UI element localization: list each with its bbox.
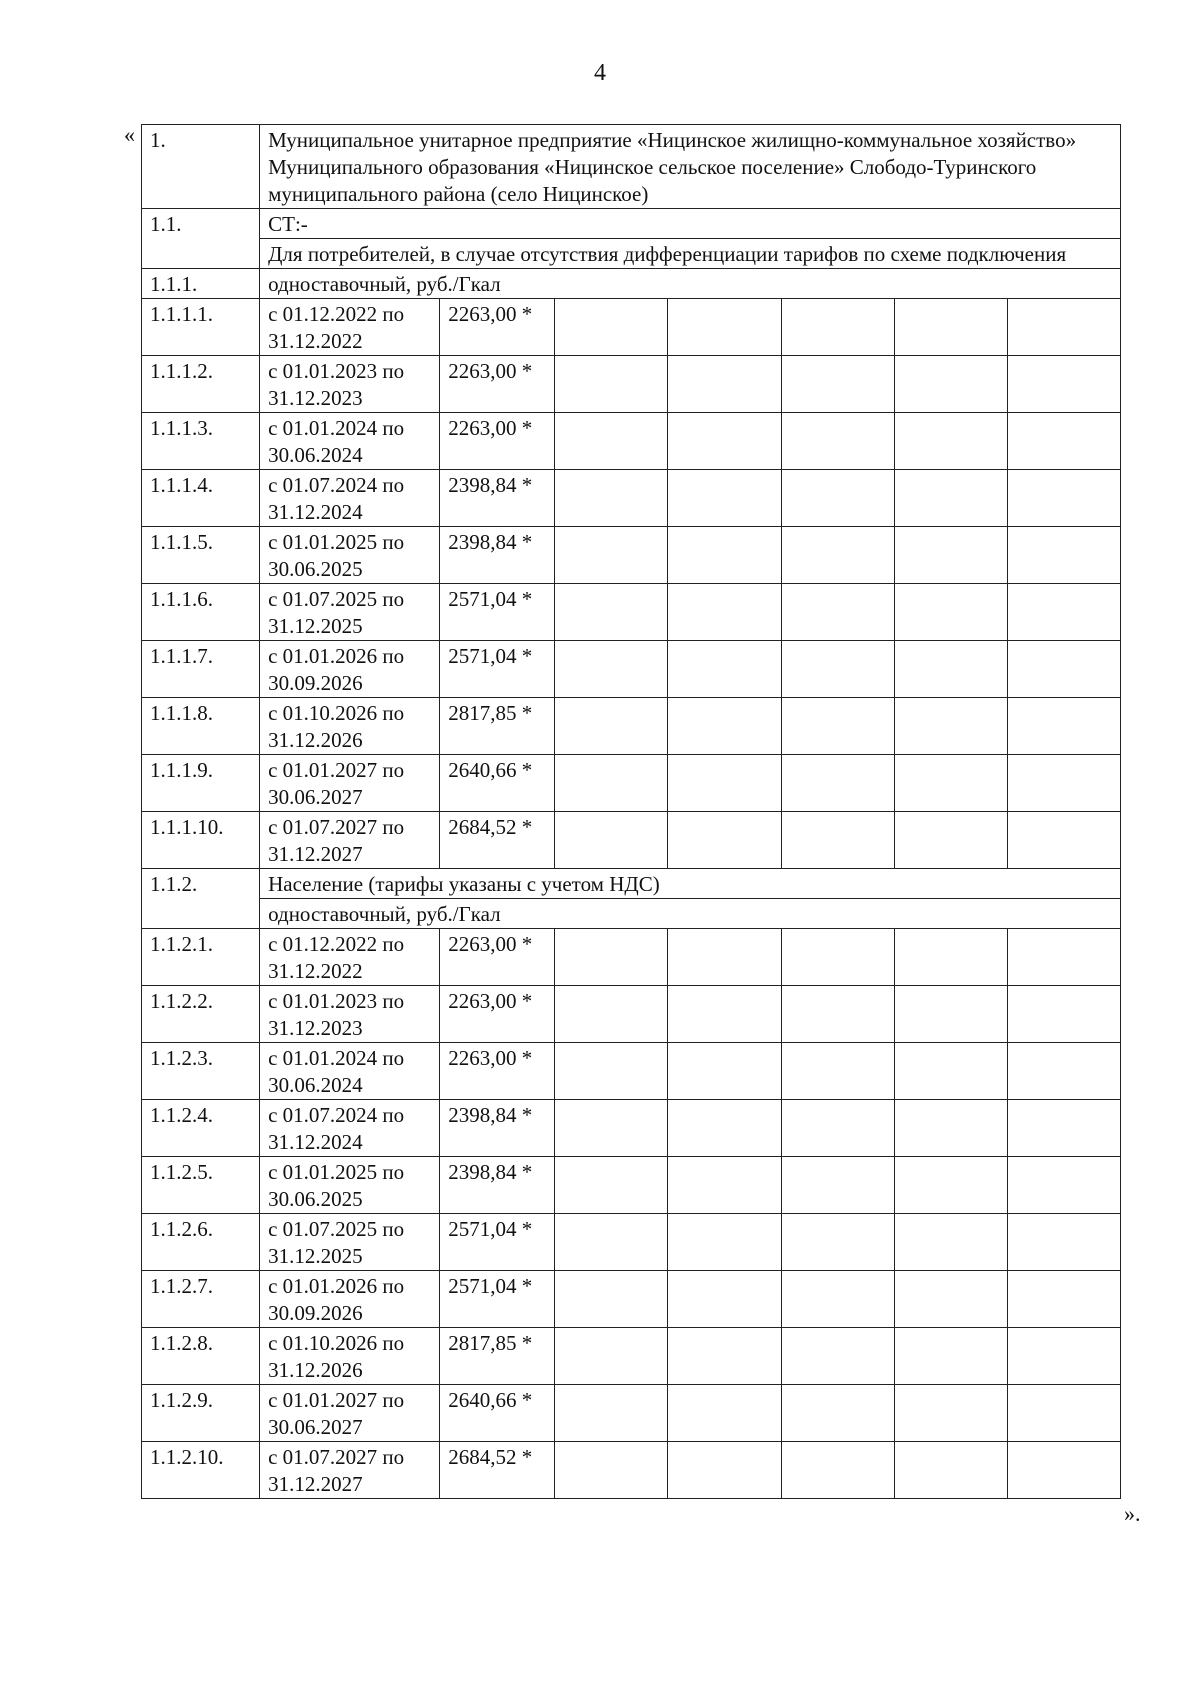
period: с 01.07.2025 по 31.12.2025 xyxy=(260,1214,440,1271)
empty-cell xyxy=(781,1100,894,1157)
empty-cell xyxy=(1007,1385,1120,1442)
empty-cell xyxy=(1007,1157,1120,1214)
empty-cell xyxy=(781,413,894,470)
empty-cell xyxy=(668,929,781,986)
row-number: 1.1.2.3. xyxy=(142,1043,260,1100)
empty-cell xyxy=(1007,1442,1120,1499)
empty-cell xyxy=(668,470,781,527)
period: с 01.12.2022 по 31.12.2022 xyxy=(260,299,440,356)
tariff-row xyxy=(142,299,1121,356)
tariff-table xyxy=(141,124,1121,1499)
period: с 01.10.2026 по 31.12.2026 xyxy=(260,1328,440,1385)
empty-cell xyxy=(894,755,1007,812)
period: с 01.01.2026 по 30.09.2026 xyxy=(260,1271,440,1328)
empty-cell xyxy=(894,698,1007,755)
empty-cell xyxy=(894,527,1007,584)
row-number: 1.1.1.10. xyxy=(142,812,260,869)
empty-cell xyxy=(1007,755,1120,812)
empty-cell xyxy=(1007,1214,1120,1271)
org-name: Муниципальное унитарное предприятие «Ницинское жилищно-коммунальное хозяйство» Муниципального образования «Ницинское сельское поселение» Слободо-Туринского муниципального района (село Ницинское) xyxy=(260,125,1121,209)
empty-cell xyxy=(1007,1271,1120,1328)
empty-cell xyxy=(894,413,1007,470)
empty-cell xyxy=(1007,584,1120,641)
tariff-row xyxy=(142,413,1121,470)
tariff-row xyxy=(142,1214,1121,1271)
empty-cell xyxy=(781,812,894,869)
tariff-value: 2398,84 * xyxy=(440,1157,555,1214)
empty-cell xyxy=(555,1100,668,1157)
empty-cell xyxy=(668,1442,781,1499)
row-number: 1.1.2.8. xyxy=(142,1328,260,1385)
tariff-row xyxy=(142,1442,1121,1499)
tariff-value: 2263,00 * xyxy=(440,986,555,1043)
tariff-value: 2684,52 * xyxy=(440,812,555,869)
empty-cell xyxy=(894,812,1007,869)
tariff-value: 2640,66 * xyxy=(440,1385,555,1442)
empty-cell xyxy=(555,1157,668,1214)
empty-cell xyxy=(781,356,894,413)
empty-cell xyxy=(1007,929,1120,986)
empty-cell xyxy=(1007,641,1120,698)
period: с 01.01.2025 по 30.06.2025 xyxy=(260,527,440,584)
empty-cell xyxy=(1007,356,1120,413)
row-number: 1.1.1.4. xyxy=(142,470,260,527)
empty-cell xyxy=(894,1328,1007,1385)
tariff-row xyxy=(142,1100,1121,1157)
period: с 01.01.2023 по 31.12.2023 xyxy=(260,986,440,1043)
empty-cell xyxy=(555,1385,668,1442)
empty-cell xyxy=(555,986,668,1043)
empty-cell xyxy=(781,1214,894,1271)
tariff-value: 2571,04 * xyxy=(440,641,555,698)
tariff-type-label: одноставочный, руб./Гкал xyxy=(260,269,1121,299)
row-number: 1.1.2.4. xyxy=(142,1100,260,1157)
empty-cell xyxy=(894,1385,1007,1442)
empty-cell xyxy=(555,641,668,698)
tariff-value: 2817,85 * xyxy=(440,698,555,755)
empty-cell xyxy=(894,1442,1007,1499)
empty-cell xyxy=(555,1328,668,1385)
period: с 01.07.2027 по 31.12.2027 xyxy=(260,812,440,869)
empty-cell xyxy=(668,1043,781,1100)
tariff-value: 2571,04 * xyxy=(440,584,555,641)
tariff-row xyxy=(142,527,1121,584)
period: с 01.01.2024 по 30.06.2024 xyxy=(260,413,440,470)
empty-cell xyxy=(781,755,894,812)
empty-cell xyxy=(555,470,668,527)
tariff-row xyxy=(142,641,1121,698)
org-header-row xyxy=(142,125,1121,209)
row-number: 1.1.1.1. xyxy=(142,299,260,356)
row-number: 1.1.2.9. xyxy=(142,1385,260,1442)
empty-cell xyxy=(555,1214,668,1271)
period: с 01.07.2024 по 31.12.2024 xyxy=(260,1100,440,1157)
empty-cell xyxy=(894,929,1007,986)
empty-cell xyxy=(894,986,1007,1043)
tariff-value: 2398,84 * xyxy=(440,527,555,584)
empty-cell xyxy=(894,584,1007,641)
period: с 01.01.2026 по 30.09.2026 xyxy=(260,641,440,698)
empty-cell xyxy=(555,929,668,986)
empty-cell xyxy=(555,698,668,755)
row-number: 1.1.2.1. xyxy=(142,929,260,986)
empty-cell xyxy=(781,1385,894,1442)
subsection-row xyxy=(142,899,1121,929)
empty-cell xyxy=(781,698,894,755)
row-number: 1.1.1.6. xyxy=(142,584,260,641)
period: с 01.01.2025 по 30.06.2025 xyxy=(260,1157,440,1214)
row-number: 1.1.1. xyxy=(142,269,260,299)
empty-cell xyxy=(668,1271,781,1328)
empty-cell xyxy=(555,356,668,413)
tariff-row xyxy=(142,470,1121,527)
empty-cell xyxy=(781,929,894,986)
empty-cell xyxy=(781,641,894,698)
empty-cell xyxy=(894,1214,1007,1271)
period: с 01.07.2027 по 31.12.2027 xyxy=(260,1442,440,1499)
row-number: 1.1.1.9. xyxy=(142,755,260,812)
empty-cell xyxy=(781,299,894,356)
tariff-value: 2398,84 * xyxy=(440,1100,555,1157)
empty-cell xyxy=(668,986,781,1043)
empty-cell xyxy=(781,1157,894,1214)
tariff-value: 2263,00 * xyxy=(440,413,555,470)
empty-cell xyxy=(668,812,781,869)
empty-cell xyxy=(781,1328,894,1385)
empty-cell xyxy=(668,413,781,470)
empty-cell xyxy=(555,755,668,812)
empty-cell xyxy=(894,1100,1007,1157)
row-number: 1.1.1.7. xyxy=(142,641,260,698)
tariff-row xyxy=(142,698,1121,755)
empty-cell xyxy=(555,812,668,869)
tariff-value: 2684,52 * xyxy=(440,1442,555,1499)
empty-cell xyxy=(781,1442,894,1499)
subsection-row xyxy=(142,869,1121,899)
row-number: 1. xyxy=(142,125,260,209)
row-number: 1.1.2.10. xyxy=(142,1442,260,1499)
empty-cell xyxy=(668,698,781,755)
empty-cell xyxy=(555,527,668,584)
period: с 01.07.2024 по 31.12.2024 xyxy=(260,470,440,527)
tariff-value: 2398,84 * xyxy=(440,470,555,527)
empty-cell xyxy=(781,1043,894,1100)
period: с 01.12.2022 по 31.12.2022 xyxy=(260,929,440,986)
empty-cell xyxy=(781,470,894,527)
empty-cell xyxy=(894,356,1007,413)
row-number: 1.1.2.2. xyxy=(142,986,260,1043)
tariff-row xyxy=(142,1328,1121,1385)
empty-cell xyxy=(668,1157,781,1214)
empty-cell xyxy=(1007,812,1120,869)
tariff-value: 2263,00 * xyxy=(440,356,555,413)
consumers-row xyxy=(142,239,1121,269)
row-number: 1.1.2. xyxy=(142,869,260,929)
period: с 01.01.2023 по 31.12.2023 xyxy=(260,356,440,413)
tariff-value: 2640,66 * xyxy=(440,755,555,812)
tariff-row xyxy=(142,1271,1121,1328)
empty-cell xyxy=(668,527,781,584)
empty-cell xyxy=(555,413,668,470)
empty-cell xyxy=(555,299,668,356)
empty-cell xyxy=(1007,1328,1120,1385)
tariff-row xyxy=(142,986,1121,1043)
tariff-type-label: одноставочный, руб./Гкал xyxy=(260,899,1121,929)
tariff-value: 2817,85 * xyxy=(440,1328,555,1385)
opening-quote: « xyxy=(124,122,135,147)
row-number: 1.1.1.8. xyxy=(142,698,260,755)
tariff-row xyxy=(142,812,1121,869)
page-number: 4 xyxy=(594,60,606,86)
empty-cell xyxy=(894,299,1007,356)
row-number: 1.1.1.5. xyxy=(142,527,260,584)
empty-cell xyxy=(668,1214,781,1271)
tariff-value: 2263,00 * xyxy=(440,1043,555,1100)
tariff-value: 2571,04 * xyxy=(440,1271,555,1328)
empty-cell xyxy=(668,1100,781,1157)
empty-cell xyxy=(781,527,894,584)
empty-cell xyxy=(894,1043,1007,1100)
empty-cell xyxy=(781,1271,894,1328)
period: с 01.01.2024 по 30.06.2024 xyxy=(260,1043,440,1100)
empty-cell xyxy=(668,1328,781,1385)
empty-cell xyxy=(1007,413,1120,470)
tariff-value: 2571,04 * xyxy=(440,1214,555,1271)
tariff-row xyxy=(142,1385,1121,1442)
empty-cell xyxy=(894,470,1007,527)
row-number: 1.1.2.7. xyxy=(142,1271,260,1328)
empty-cell xyxy=(668,299,781,356)
tariff-row xyxy=(142,356,1121,413)
empty-cell xyxy=(1007,698,1120,755)
tariff-value: 2263,00 * xyxy=(440,929,555,986)
tariff-row xyxy=(142,1043,1121,1100)
empty-cell xyxy=(894,641,1007,698)
subsection-row xyxy=(142,269,1121,299)
population-label: Население (тарифы указаны с учетом НДС) xyxy=(260,869,1121,899)
empty-cell xyxy=(555,1442,668,1499)
row-number: 1.1.1.2. xyxy=(142,356,260,413)
period: с 01.01.2027 по 30.06.2027 xyxy=(260,755,440,812)
section-row xyxy=(142,209,1121,239)
consumers-label: Для потребителей, в случае отсутствия дифференциации тарифов по схеме подключения xyxy=(260,239,1121,269)
period: с 01.01.2027 по 30.06.2027 xyxy=(260,1385,440,1442)
row-number: 1.1. xyxy=(142,209,260,269)
empty-cell xyxy=(555,1043,668,1100)
tariff-row xyxy=(142,1157,1121,1214)
empty-cell xyxy=(894,1157,1007,1214)
empty-cell xyxy=(668,755,781,812)
tariff-row xyxy=(142,929,1121,986)
empty-cell xyxy=(894,1271,1007,1328)
empty-cell xyxy=(1007,299,1120,356)
empty-cell xyxy=(1007,986,1120,1043)
empty-cell xyxy=(1007,527,1120,584)
row-number: 1.1.2.6. xyxy=(142,1214,260,1271)
empty-cell xyxy=(668,584,781,641)
empty-cell xyxy=(555,1271,668,1328)
closing-quote: ». xyxy=(1124,1501,1141,1526)
empty-cell xyxy=(781,986,894,1043)
tariff-row xyxy=(142,755,1121,812)
empty-cell xyxy=(668,356,781,413)
tariff-value: 2263,00 * xyxy=(440,299,555,356)
empty-cell xyxy=(1007,1100,1120,1157)
tariff-row xyxy=(142,584,1121,641)
empty-cell xyxy=(555,584,668,641)
empty-cell xyxy=(668,641,781,698)
empty-cell xyxy=(1007,470,1120,527)
period: с 01.07.2025 по 31.12.2025 xyxy=(260,584,440,641)
period: с 01.10.2026 по 31.12.2026 xyxy=(260,698,440,755)
section-label: СТ:- xyxy=(260,209,1121,239)
empty-cell xyxy=(668,1385,781,1442)
row-number: 1.1.2.5. xyxy=(142,1157,260,1214)
empty-cell xyxy=(781,584,894,641)
empty-cell xyxy=(1007,1043,1120,1100)
row-number: 1.1.1.3. xyxy=(142,413,260,470)
